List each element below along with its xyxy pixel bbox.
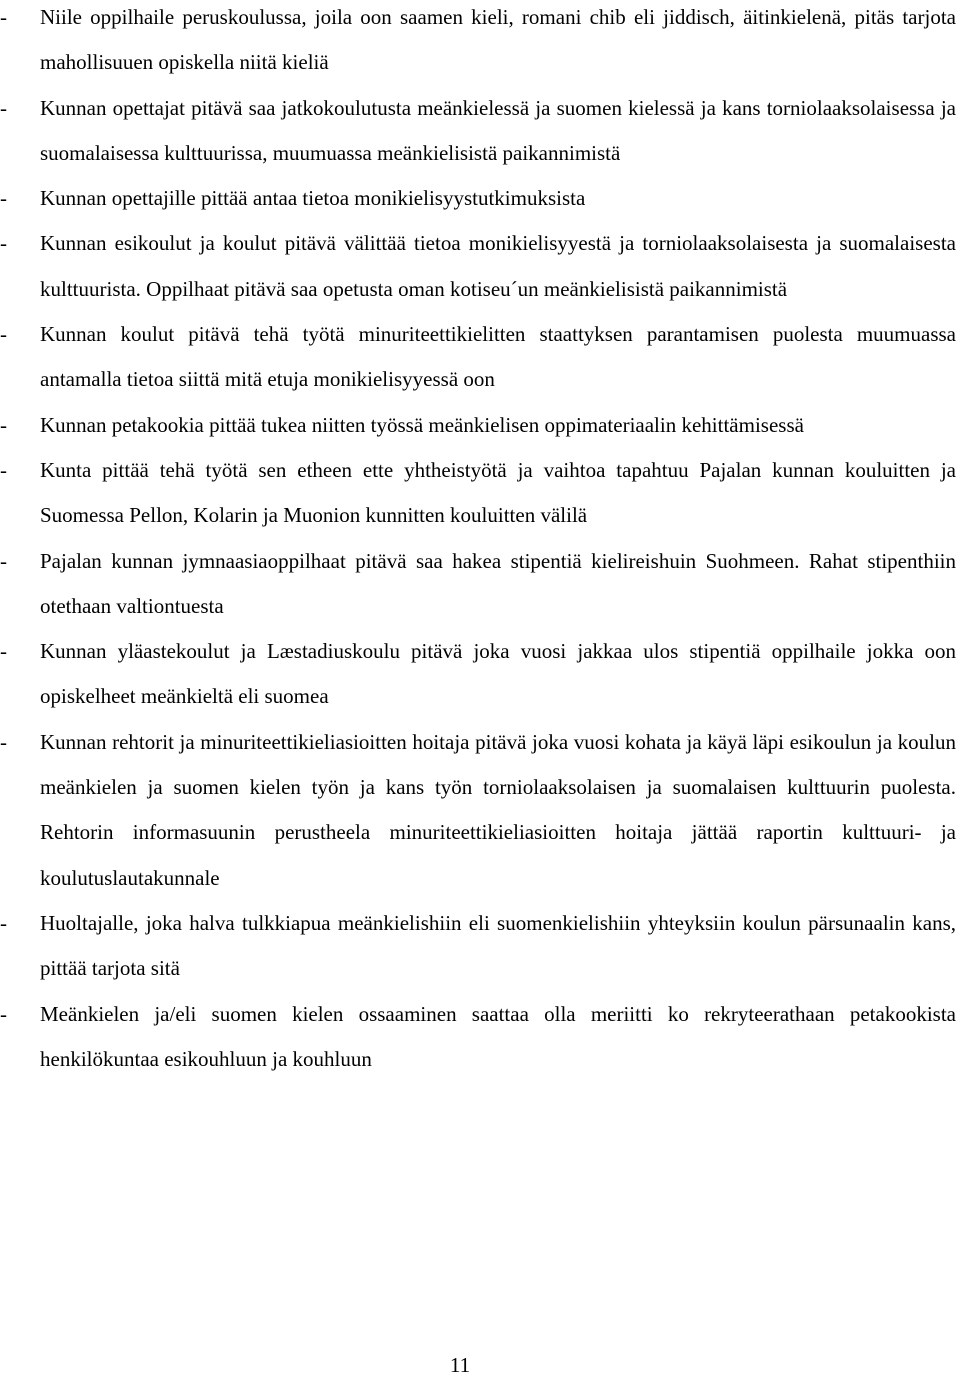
bullet-dash: - xyxy=(0,95,7,120)
bullet-dash: - xyxy=(0,548,7,573)
list-item-text: Kunnan opettajille pittää antaa tietoa monikielisyystutkimuksista xyxy=(40,186,586,211)
list-item xyxy=(0,539,956,630)
list-item xyxy=(0,448,956,539)
list-item-text: Meänkielen ja/eli suomen kielen ossaaminen saattaa olla meriitti ko rekryteerathaan petakookista henkilökuntaa esikouhluun ja kouhluun xyxy=(40,1001,956,1071)
list-item xyxy=(0,0,956,86)
list-item xyxy=(0,176,956,221)
list-item xyxy=(0,312,956,403)
list-item xyxy=(0,901,956,992)
list-item-text: Kunnan opettajat pitävä saa jatkokoulutusta meänkielessä ja suomen kielessä ja kans torniolaaksolaisessa ja suomalaisessa kulttuurissa, muumuassa meänkielisistä paikannimistä xyxy=(40,95,956,165)
list-item xyxy=(0,221,956,312)
bullet-dash: - xyxy=(0,729,7,754)
list-item xyxy=(0,86,956,177)
page-number: 11 xyxy=(449,1353,471,1377)
list-item-text: Pajalan kunnan jymnaasiaoppilhaat pitävä saa hakea stipentiä kielireishuin Suohmeen. Rahat stipenthiin otethaan valtiontuesta xyxy=(40,548,956,618)
bullet-dash: - xyxy=(0,412,7,437)
list-item-text: Niile oppilhaile peruskoulussa, joila oon saamen kieli, romani chib eli jiddisch, äitinkielenä, pitäs tarjota mahollisuuen opiskella niitä kieliä xyxy=(40,5,956,75)
list-item-text: Kunnan rehtorit ja minuriteettikieliasioitten hoitaja pitävä joka vuosi kohata ja käyä läpi esikoulun ja koulun meänkielen ja suomen kielen työn ja kans työn torniolaaksolaisen ja suomalaisen kulttuurin puolesta. Rehtorin informasuunin perustheela minuriteettikieliasioitten hoitaja jättää raportin kulttuuri- ja koulutuslautakunnale xyxy=(40,729,956,890)
list-item xyxy=(0,629,956,720)
list-item-text: Huoltajalle, joka halva tulkkiapua meänkielishiin eli suomenkielishiin yhteyksiin koulun pärsunaalin kans, pittää tarjota sitä xyxy=(40,910,956,981)
bullet-dash: - xyxy=(0,910,7,935)
list-item-text: Kunnan petakookia pittää tukea niitten työssä meänkielisen oppimateriaalin kehittämisessä xyxy=(40,412,804,437)
bullet-dash: - xyxy=(0,186,7,211)
list-item-text: Kunnan esikoulut ja koulut pitävä välittää tietoa monikielisyyestä ja torniolaaksolaisesta ja suomalaisesta kulttuurista. Oppilhaat pitävä saa opetusta oman kotiseu´un meänkielisistä paikannimistä xyxy=(40,231,956,301)
bullet-dash: - xyxy=(0,322,7,347)
list-item xyxy=(0,992,956,1083)
list-item-text: Kunta pittää tehä työtä sen etheen ette yhtheistyötä ja vaihtoa tapahtuu Pajalan kunnan kouluitten ja Suomessa Pellon, Kolarin ja Muonion kunnitten kouluitten välilä xyxy=(40,457,956,528)
bullet-dash: - xyxy=(0,5,7,29)
bullet-dash: - xyxy=(0,231,7,256)
list-item xyxy=(0,403,956,448)
list-item-text: Kunnan koulut pitävä tehä työtä minuriteettikielitten staattyksen parantamisen puolesta muumuassa antamalla tietoa siittä mitä etuja monikielisyyessä oon xyxy=(40,322,956,392)
bullet-dash: - xyxy=(0,1001,7,1026)
bullet-dash: - xyxy=(0,639,7,664)
bullet-dash: - xyxy=(0,457,7,482)
list-item-text: Kunnan yläastekoulut ja Læstadiuskoulu pitävä joka vuosi jakkaa ulos stipentiä oppilhaile jokka oon opiskelheet meänkieltä eli suomea xyxy=(40,639,956,709)
list-item xyxy=(0,720,956,901)
